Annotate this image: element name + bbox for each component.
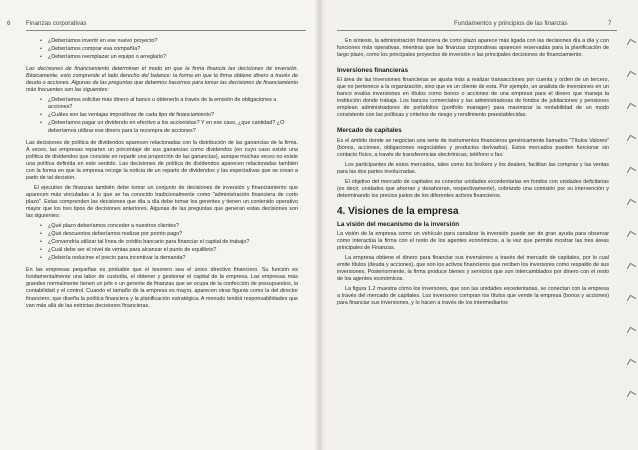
list-item: • ¿Cuál debe ser el nivel de ventas para alcanzar el punto de equilibrio? xyxy=(48,247,298,254)
list-item: • ¿Qué descuentos deberíamos realizar por pronto pago? xyxy=(48,231,298,238)
list-item: • ¿Qué plazo deberíamos conceder a nuestros clientes? xyxy=(48,223,298,230)
right-running-title: Fundamentos y principios de las finanzas xyxy=(454,20,568,27)
right-header-rule xyxy=(337,30,617,31)
summary-paragraph: En síntesis, la administración financiera de corto plazo aparece más ligada con las decisiones día a día y con funciones más operativas, mientras que las finanzas corporativas aparecen reservadas para la planificación de largo plazo, como los principales proyectos de inversión o las principales decisiones de financiamiento. xyxy=(337,38,609,59)
mechanism-paragraph-1: La visión de la empresa como un vehículo para canalizar la inversión puede ser de gran ayuda para observar cómo interactúa la firma con el resto de los agentes económicos, a la vez que permite mostrar las tres áreas principales de Finanzas. xyxy=(337,230,609,252)
markets-paragraph-1: Es el ámbito donde se negocian una serie de instrumentos financieros genéricamente llamados "Títulos Valores" (bonos, acciones, obligaciones negociables y productos derivados). Estos mercados pueden funcionar sin contacto físico, a través de transferencias electrónicas, teléfono o fax. xyxy=(337,137,609,158)
list-item: • ¿Debería reducirse el precio para incentivar la demanda? xyxy=(48,255,298,262)
right-column xyxy=(337,38,609,310)
markets-paragraph-3: El objetivo del mercado de capitales es conectar unidades excedentarias en fondos con unidades deficitarias (es decir, unidades que ahorran y desahorran, respectivamente), cobrando una comisión por su intervención y determinando los precios justos de los diferentes activos financieros. xyxy=(337,178,609,199)
mechanism-paragraph-3: La figura 1.2 muestra cómo los inversores, que son las unidades excedentarias, se conectan con la empresa a través del mercado de capitales. Los inversores compran los títulos que vende la empresa (bonos y acciones) para financiar sus inversiones, y lo hacen a través de los intermediarios xyxy=(337,286,609,307)
list-item: • ¿Deberíamos invertir en ese nuevo proyecto? xyxy=(48,38,298,45)
margin-mark-icon xyxy=(627,135,637,145)
margin-mark-icon xyxy=(627,103,637,113)
short-term-questions-list xyxy=(26,223,298,262)
left-running-title: Finanzas corporativas xyxy=(26,20,87,27)
margin-mark-icon xyxy=(627,359,637,369)
mechanism-paragraph-2: La empresa obtiene el dinero para financiar sus inversiones a través del mercado de capitales, por lo cual emite títulos (deuda y acciones), que son los activos financieros que reciben los inversores como respaldo de sus inversiones. Posteriormente, la firma produce bienes y servicios que son intercambiados por dinero con el resto de los agentes económicos. xyxy=(337,255,609,283)
margin-mark-icon xyxy=(627,167,637,177)
small-companies-paragraph: En las empresas pequeñas es probable que el tesorero sea el único directivo financiero. Su función es fundamentalmente una labor de custodia, el obtener y gestionar el capital de la empresa. Las empresas más grandes normalmente tienen un jefe o un gerente de finanzas que se ocupa de la confección de presupuestos, la contabilidad y el control. Cuando el tamaño de la empresa es mayor, aparecen otras figuras como la del director financiero, que diseña la política financiera y la planificación estratégica. A menudo tendrá responsabilidades que van más allá de las estrictas decisiones financieras. xyxy=(26,267,298,309)
margin-mark-icon xyxy=(627,263,637,273)
list-item: • ¿Deberíamos reemplazar un equipo o arreglarlo? xyxy=(48,54,298,61)
margin-mark-icon xyxy=(627,391,637,401)
margin-scan-marks xyxy=(628,40,636,424)
dividend-paragraph: Las decisiones de política de dividendos aparecen relacionadas con la distribución de las ganancias de la firma. A veces, las empresas reparten un porcentaje de sus ganancias como dividendos (en cuyo caso existe una política de dividendos que consiste en repartir una proporción de las ganancias), aunque muchas veces no existe una política definida en este sentido. Las decisiones de política de dividendos aparecen relacionadas también con la forma en que la empresa recoge la noticia de un reparto de dividendos y las expectativas que se crean a partir de tal decisión. xyxy=(26,139,298,181)
list-item: • ¿Deberíamos solicitar más dinero al banco u obtenerlo a través de la emisión de obligaciones u acciones? xyxy=(48,97,298,111)
left-page-number: 6 xyxy=(7,20,11,27)
margin-mark-icon xyxy=(627,71,637,81)
book-gutter xyxy=(314,0,326,450)
mechanism-heading: La visión del mecanismo de la inversión xyxy=(337,220,460,228)
margin-mark-icon xyxy=(627,39,637,49)
section-title: 4. Visiones de la empresa xyxy=(337,205,459,217)
markets-paragraph-2: Los participantes de estos mercados, tales como los brokers y los dealers, facilitan las compras y las ventas para las dos partes involucradas. xyxy=(337,161,609,175)
list-item: • ¿Cuáles son las ventajas impositivas de cada tipo de financiamiento? xyxy=(48,112,298,119)
markets-heading: Mercado de capitales xyxy=(337,127,402,135)
margin-mark-icon xyxy=(627,327,637,337)
investments-paragraph: El área de las inversiones financieras se ajusta más a realizar transacciones por cuenta y orden de un tercero, que no pertenece a la organización, sino que es un cliente de esta. Por ejemplo, un analista de inversiones en un banco evalúa inversiones en títulos como bonos o acciones de una empresa para el dinero que maneja la institución donde trabaja. Los bancos comerciales y las administradoras de fondos de jubilaciones y pensiones emplean administradores de portafolios (portfolio manager) para maximizar la rentabilidad de un modo consistente con las políticas y criterios de riesgo y rendimiento preestablecidas. xyxy=(337,77,609,119)
investment-questions-list xyxy=(26,38,298,61)
financing-questions-list xyxy=(26,97,298,134)
investments-heading: Inversiones financieras xyxy=(337,67,409,75)
executive-paragraph: El ejecutivo de finanzas también debe tomar un conjunto de decisiones de inversión y financiamiento que aparecen más vinculadas a lo que se ha conocido tradicionalmente como "administración financiera de corto plazo". Estas comprenden las decisiones que día a día debe tomar los gerentes y tienen un contenido operativo mayor que los tres tipos de decisiones anteriores. Algunas de las preguntas que generan estas decisiones son las siguientes: xyxy=(26,184,298,220)
list-item: • ¿Deberíamos pagar un dividendo en efectivo a los accionistas? Y en ese caso, ¿que cantidad? ¿O deberíamos utilizar ese dinero para la recompra de acciones? xyxy=(48,120,298,134)
left-column xyxy=(26,38,298,313)
margin-mark-icon xyxy=(627,295,637,305)
left-header-rule xyxy=(26,30,306,31)
list-item: • ¿Deberíamos comprar esa compañía? xyxy=(48,46,298,53)
list-item: • ¿Convendría utilizar tal línea de crédito bancario para financiar el capital de trabajo? xyxy=(48,239,298,246)
right-page-number: 7 xyxy=(608,20,612,27)
financing-paragraph: Las decisiones de financiamiento determinan el modo en que la firma financia las decisiones de inversión. Básicamente, esto comprende el lado derecho del balance: la forma en que la firma obtiene dinero a través de deuda o acciones. Algunas de las preguntas que debemos hacernos para tomar las decisiones de financiamiento más frecuentes son las siguientes: xyxy=(26,66,298,94)
margin-mark-icon xyxy=(627,199,637,209)
margin-mark-icon xyxy=(627,231,637,241)
